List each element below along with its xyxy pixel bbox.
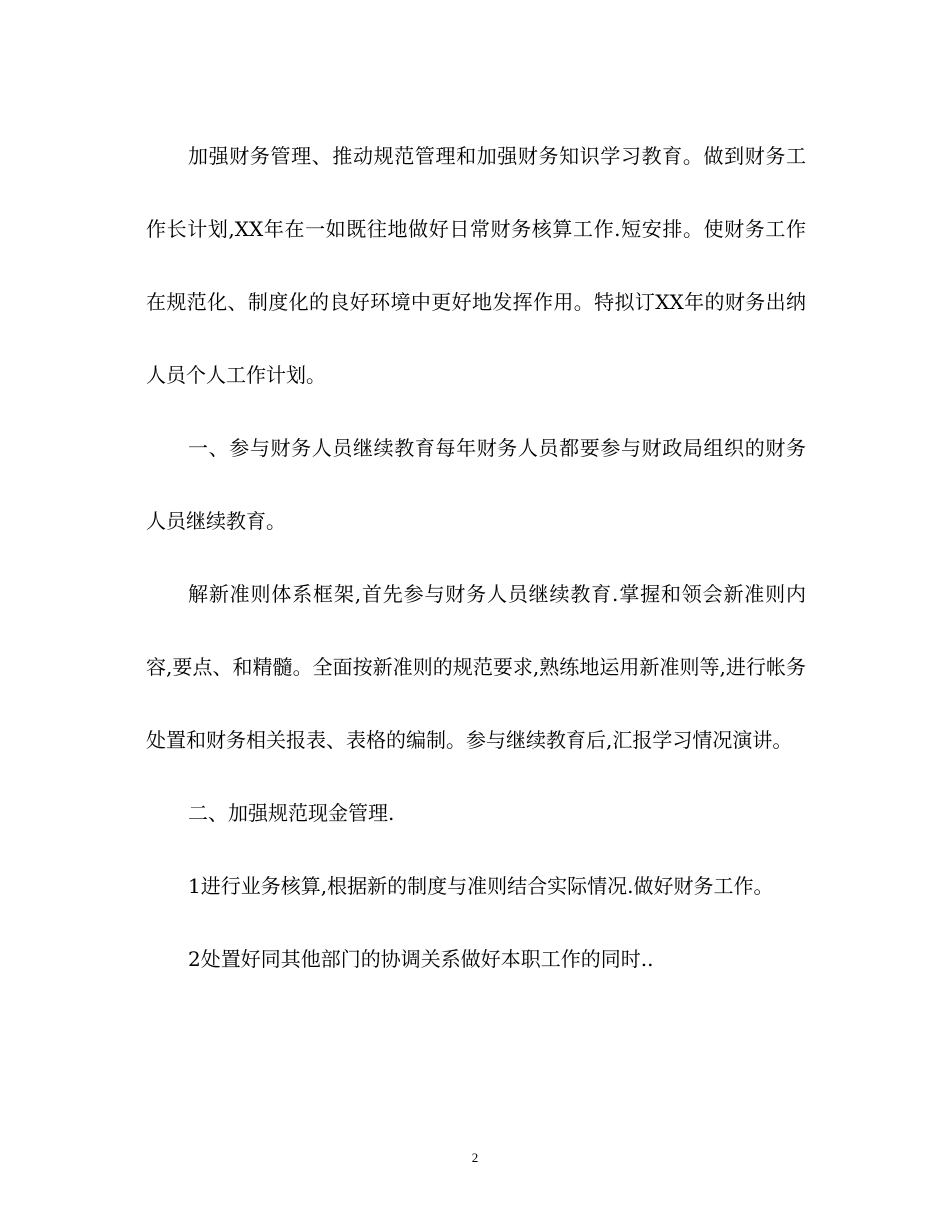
paragraph-section-one-body: 解新准则体系框架,首先参与财务人员继续教育.掌握和领会新准则内容,要点、和精髓。全面按新准则的规范要求,熟练地运用新准则等,进行帐务处置和财务相关报表、表格的编制。参与继续教育后,汇报学习情况演讲。 xyxy=(146,582,806,752)
document-body xyxy=(146,120,806,996)
paragraph-intro: 加强财务管理、推动规范管理和加强财务知识学习教育。做到财务工作长计划,XX年在一如既往地做好日常财务核算工作.短安排。使财务工作在规范化、制度化的良好环境中更好地发挥作用。特拟订XX年的财务出纳人员个人工作计划。 xyxy=(146,144,806,387)
paragraph-section-one-heading: 一、参与财务人员继续教育每年财务人员都要参与财政局组织的财务人员继续教育。 xyxy=(146,436,806,533)
page-number: 2 xyxy=(471,1150,479,1165)
paragraph-item-one: 1进行业务核算,根据新的制度与准则结合实际情况.做好财务工作。 xyxy=(188,874,774,898)
paragraph-item-two: 2处置好同其他部门的协调关系做好本职工作的同时.. xyxy=(188,947,654,971)
paragraph-section-two-heading: 二、加强规范现金管理. xyxy=(188,801,395,825)
